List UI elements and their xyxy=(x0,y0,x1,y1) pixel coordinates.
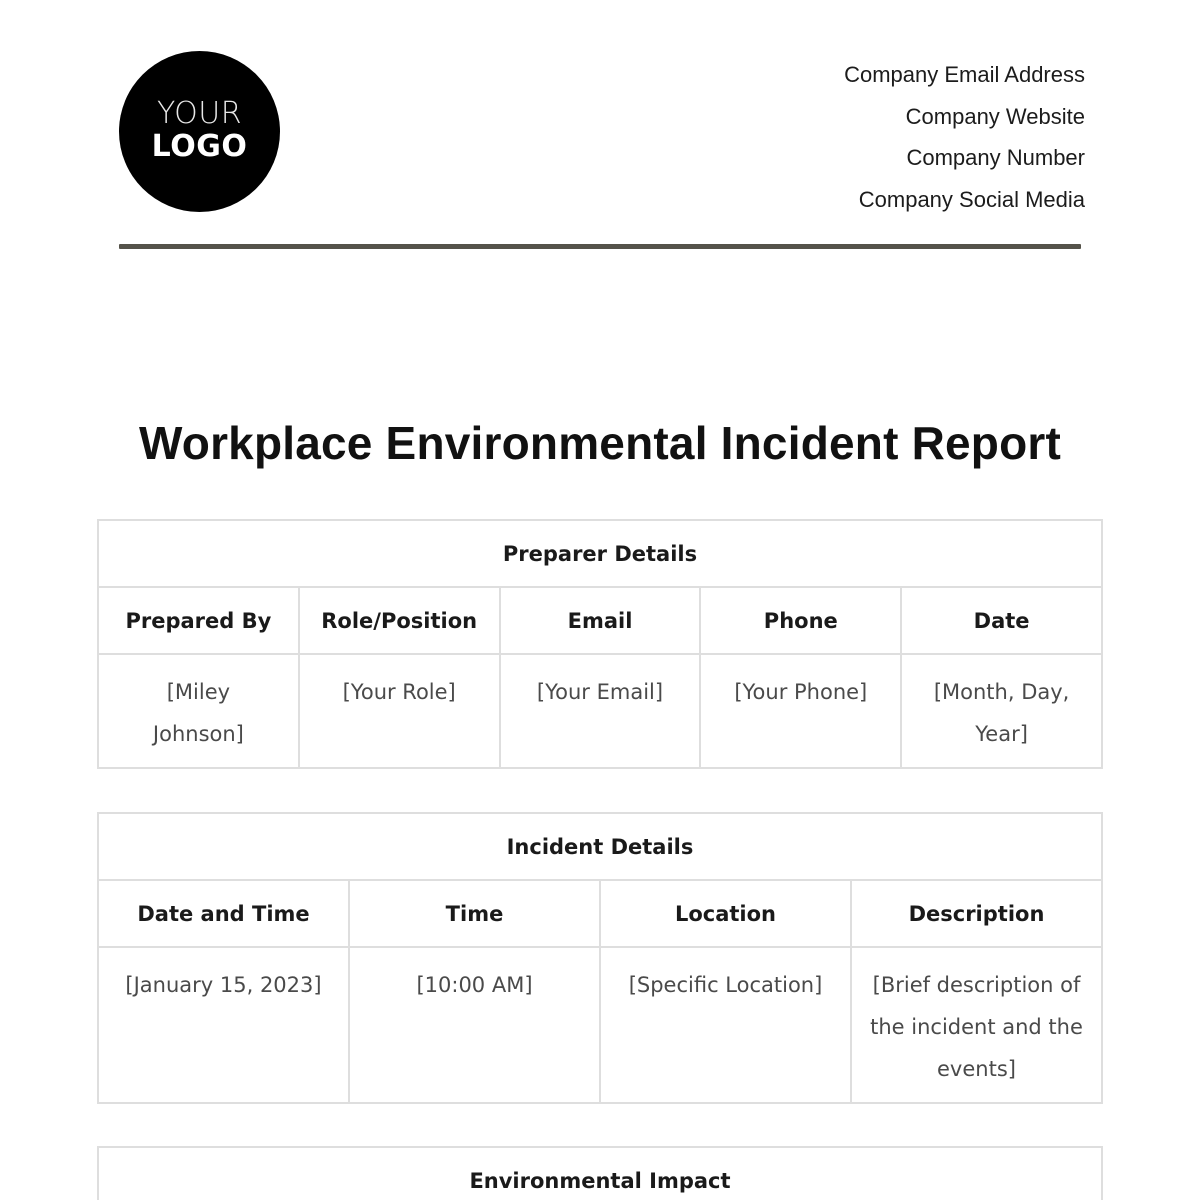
column-header-role-position: Role/Position xyxy=(299,587,500,654)
column-header-location: Location xyxy=(600,880,851,947)
header-divider xyxy=(119,244,1081,249)
section-title-environmental-impact: Environmental Impact xyxy=(98,1147,1102,1200)
cell-location: [Specific Location] xyxy=(600,947,851,1103)
column-header-prepared-by: Prepared By xyxy=(98,587,299,654)
logo-text-logo: LOGO xyxy=(151,128,248,164)
column-header-description: Description xyxy=(851,880,1102,947)
cell-email: [Your Email] xyxy=(500,654,701,768)
company-website: Company Website xyxy=(905,103,1085,129)
table-row xyxy=(98,947,1102,1103)
section-title-incident-details: Incident Details xyxy=(98,813,1102,880)
cell-date-and-time: [January 15, 2023] xyxy=(98,947,349,1103)
column-header-time: Time xyxy=(349,880,600,947)
preparer-details-table xyxy=(97,519,1103,769)
cell-role-position: [Your Role] xyxy=(299,654,500,768)
company-number: Company Number xyxy=(906,145,1085,171)
logo-text-your: YOUR xyxy=(156,95,243,131)
column-header-phone: Phone xyxy=(700,587,901,654)
column-header-date: Date xyxy=(901,587,1102,654)
column-header-date-and-time: Date and Time xyxy=(98,880,349,947)
company-logo xyxy=(119,51,280,212)
table-row xyxy=(98,654,1102,768)
column-header-email: Email xyxy=(500,587,701,654)
company-contact-block xyxy=(844,54,1085,220)
page-title: Workplace Environmental Incident Report xyxy=(138,417,1061,469)
environmental-impact-table xyxy=(97,1146,1103,1200)
company-social-media: Company Social Media xyxy=(858,186,1085,212)
company-email: Company Email Address xyxy=(844,62,1085,87)
section-title-preparer-details: Preparer Details xyxy=(98,520,1102,587)
cell-phone: [Your Phone] xyxy=(700,654,901,768)
cell-prepared-by: [Miley Johnson] xyxy=(98,654,299,768)
incident-details-table xyxy=(97,812,1103,1104)
cell-date: [Month, Day, Year] xyxy=(901,654,1102,768)
cell-description: [Brief description of the incident and the events] xyxy=(851,947,1102,1103)
cell-time: [10:00 AM] xyxy=(349,947,600,1103)
